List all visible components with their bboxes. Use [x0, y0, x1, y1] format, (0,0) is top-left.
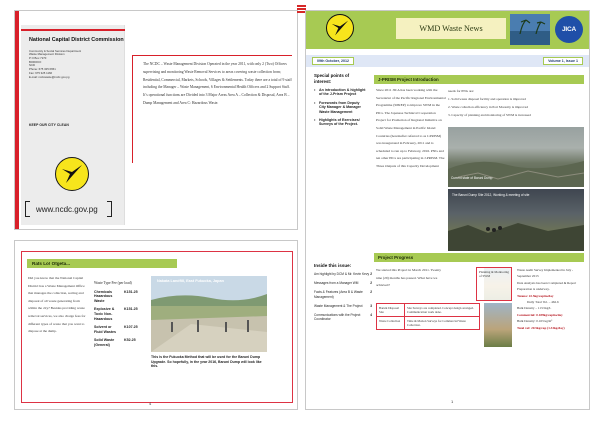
toc-row[interactable]	[314, 290, 372, 298]
contact-line: NCD	[29, 63, 36, 68]
header-photo	[510, 14, 550, 45]
jica-logo: JICA	[555, 16, 583, 43]
activity-item: Daily Total Vol. – 462.6	[527, 300, 559, 305]
activity-item: Bulk Density – 113.5kg/L	[517, 306, 552, 311]
toc-page: 2	[370, 281, 372, 286]
toc-page: 2	[370, 290, 372, 295]
dump-photo-1	[448, 127, 584, 187]
red-margin-bar	[15, 11, 19, 230]
contact-panel	[21, 25, 125, 225]
photo-caption: Current state of Baruni Dump	[451, 176, 493, 180]
intro-text: Since 2011 JICA has been working with the Secretariat of the Pacific Regional Environmental Programme (SPREP) to improve SWM in the PICs. The Japanese Technical Cooperation Project for Promotion of Regional Initiative on Solid Waste Management in Pacific Island Countries (hereinafter referred to as J-PRISM) was inaugurated in February, 2011 and is scheduled to run up to February, 2016. PNG and ten other PICs are participating in J-PRISM. The Three Outputs of this Capacity Development	[376, 88, 446, 168]
contact-line: P O Box 7270	[29, 56, 47, 60]
activity-item: Commercial: 0.189kg/capita/day	[517, 312, 563, 317]
slogan: KEEP OUR CITY CLEAN	[29, 123, 69, 127]
special-points-list	[314, 88, 366, 127]
progress-table	[376, 303, 480, 330]
activity-item: Tatana: 22.5kg/capita/day	[517, 293, 554, 298]
table-row	[377, 317, 480, 330]
landfill-photo	[151, 276, 267, 352]
fees-page	[14, 240, 298, 410]
special-points-sidebar	[314, 73, 366, 131]
fee-amount: K107.25	[124, 325, 138, 330]
contact-line: Community & Social Services Department	[29, 48, 82, 53]
division-intro-text: The NCDC – Waste Management Division Operated in the year 2011, with only 2 (Two) Officers supervising and monitoring Waste Removal Services to areas covering waste collection from; Residential, Commercial, Markets, Schools, Villages & Settlements. Today there are a total of 9 staff including the Manager – Waste Management, 6 Environmental Health Officers and 2 Support Staff. It’s operational functions are Divided into 3 Major Areas Area A – Collection & Disposal, Area B – Dump Management and Area C: Hazardous Waste.	[143, 62, 292, 105]
toc-label: Communications with the Project Coordinator	[314, 313, 361, 322]
toc-row[interactable]	[314, 281, 372, 285]
contact-line: BOROKO	[29, 59, 42, 64]
toc-label: Waste Management & The Project	[314, 303, 363, 308]
table-row	[92, 307, 140, 325]
section-heading: Rats Lo! Otgeta...	[27, 259, 177, 268]
bracket-right	[107, 201, 112, 217]
activity-item: Bulk Density: 0.163 kg/m³	[517, 319, 553, 324]
table-row	[92, 338, 140, 347]
red-frame-left	[132, 55, 133, 163]
toc-page: 4	[370, 313, 372, 318]
fee-type: Chemicals Hazardous Waste	[94, 289, 113, 303]
fee-type: Solid Waste (General)	[94, 338, 115, 347]
fee-type: Explosive & Toxic Non-Hazardous	[94, 307, 115, 321]
red-frame-top	[132, 55, 292, 56]
table-cell: Waste Collection	[377, 317, 405, 330]
activity-item: Data Analysis has been Completed & Report Preparation is underway.	[517, 280, 577, 292]
activity-item: Waste Audit Survey Implemented in July - September 2013	[517, 268, 574, 279]
toc-label: Messages from a Manager WM	[314, 281, 359, 286]
photo-caption: Nakata Landfill, East Fukuoka, Japan	[157, 279, 224, 283]
toc-row[interactable]	[314, 313, 372, 321]
output-item: 1. Solid waste disposal facility and operation is improved	[448, 97, 526, 101]
list-item: • Highlights of Exercises/ Surveys of the Project.	[314, 118, 366, 127]
contact-line: Fax: 675 325 1166	[29, 70, 53, 75]
ncdc-bird-logo-icon	[55, 157, 89, 191]
table-row	[92, 325, 140, 338]
output-item: needs for PNG are:	[448, 89, 475, 93]
toc-label: Am highlight by DCM & Mr. Kevin Kevy	[314, 272, 370, 276]
fee-amount: K151.25	[124, 307, 138, 312]
special-points-heading: Special points of interest:	[314, 73, 350, 84]
table-cell: Site Surveys are completed. Concept design arranged. Communication work done.	[405, 304, 480, 317]
table-cell: Time & Motion Surveys for Commercial Waste Collection.	[405, 317, 480, 330]
newsletter-header	[306, 11, 589, 49]
output-item: 3. Capacity of planning and monitoring of SWM is increased	[448, 113, 531, 117]
table-cell: Baruni Disposal Site	[377, 304, 405, 317]
back-cover-page	[14, 10, 298, 230]
contact-line: Waste Management Division	[29, 52, 65, 57]
dump-photo-2	[448, 189, 584, 251]
contact-line: E-mail: ncdcwaste@ncdc.gov.pg	[29, 74, 70, 79]
fee-amount: K52.25	[124, 338, 136, 343]
table-row	[377, 304, 480, 317]
list-item: • Forewords from Deputy City Manager & Manager Waste Management	[314, 101, 366, 114]
red-rule	[21, 29, 125, 31]
photo-caption: The Baruni Dump Site 2012, Working & meeting of site	[452, 193, 530, 197]
table-row	[92, 290, 140, 308]
outputs-list	[448, 87, 584, 119]
date-bar	[306, 55, 589, 67]
contact-lines	[21, 44, 124, 80]
newsletter-title: WMD Waste News	[396, 18, 506, 39]
issue-date: 09th October, 2012	[312, 57, 354, 65]
photo-description: This is the Fukuoka Method that will be used for the Baruni Dump Upgrade. So hopefully, in the year 2016, Baruni Dump will look like this.	[151, 355, 262, 368]
org-title: National Capital District Commission	[29, 37, 124, 43]
newsletter-front-page	[305, 10, 590, 410]
page-number: 1	[451, 399, 454, 404]
fee-table	[92, 281, 140, 348]
activity-item: Total vol: 20.5kg/cap (1.33kg/day)	[517, 325, 565, 330]
toc-row[interactable]	[314, 304, 372, 308]
intro-heading: J-PRISM Project Introduction	[374, 75, 584, 84]
table-row	[92, 281, 140, 290]
fee-intro: Waste Type Fee (per load)	[94, 281, 132, 285]
activity-list	[517, 267, 585, 331]
fee-type: Solvent or Fluid Wastes	[94, 325, 117, 334]
list-item: • An introduction & highlight of the J-Prism Project	[314, 88, 366, 97]
contact-line: Phone: 675 325 6651	[29, 67, 56, 72]
issue-volume: Volume 1, Issue 1	[543, 57, 583, 65]
fee-amount: K151.25	[124, 289, 138, 294]
toc-row[interactable]	[314, 272, 372, 276]
page-number: 4	[149, 401, 152, 406]
toc-page: 2	[370, 272, 372, 276]
output-item: 2. Waste collection efficiency in Port Moresby is improved	[448, 105, 528, 109]
progress-heading: Project Progress	[374, 253, 584, 262]
progress-text: We started this Project in March 2011. Twenty nine (29) months has passed. What have we achieved?	[376, 268, 441, 288]
waste-office-text: Did you know that the National Capital District has a Waste Management Office that manages the collection, sorting and disposal of all waste generating from within the city? Besides providing waste removal services, we also charge fees for different types of waste that you want to dispose at the dump.	[28, 276, 86, 334]
toc-label: Facts & Features (Area B & Waste Management)	[314, 290, 363, 299]
bracket-left	[25, 201, 30, 217]
website-link[interactable]: www.ncdc.gov.pg	[36, 205, 98, 214]
planning-box: Planning & Monitoring of SWM	[476, 267, 512, 301]
toc-page: 3	[370, 303, 372, 308]
inside-this-issue	[314, 263, 372, 326]
progress-photo-2	[484, 303, 512, 347]
ncdc-bird-logo-icon	[326, 14, 354, 42]
inside-heading: Inside this issue:	[314, 263, 352, 268]
